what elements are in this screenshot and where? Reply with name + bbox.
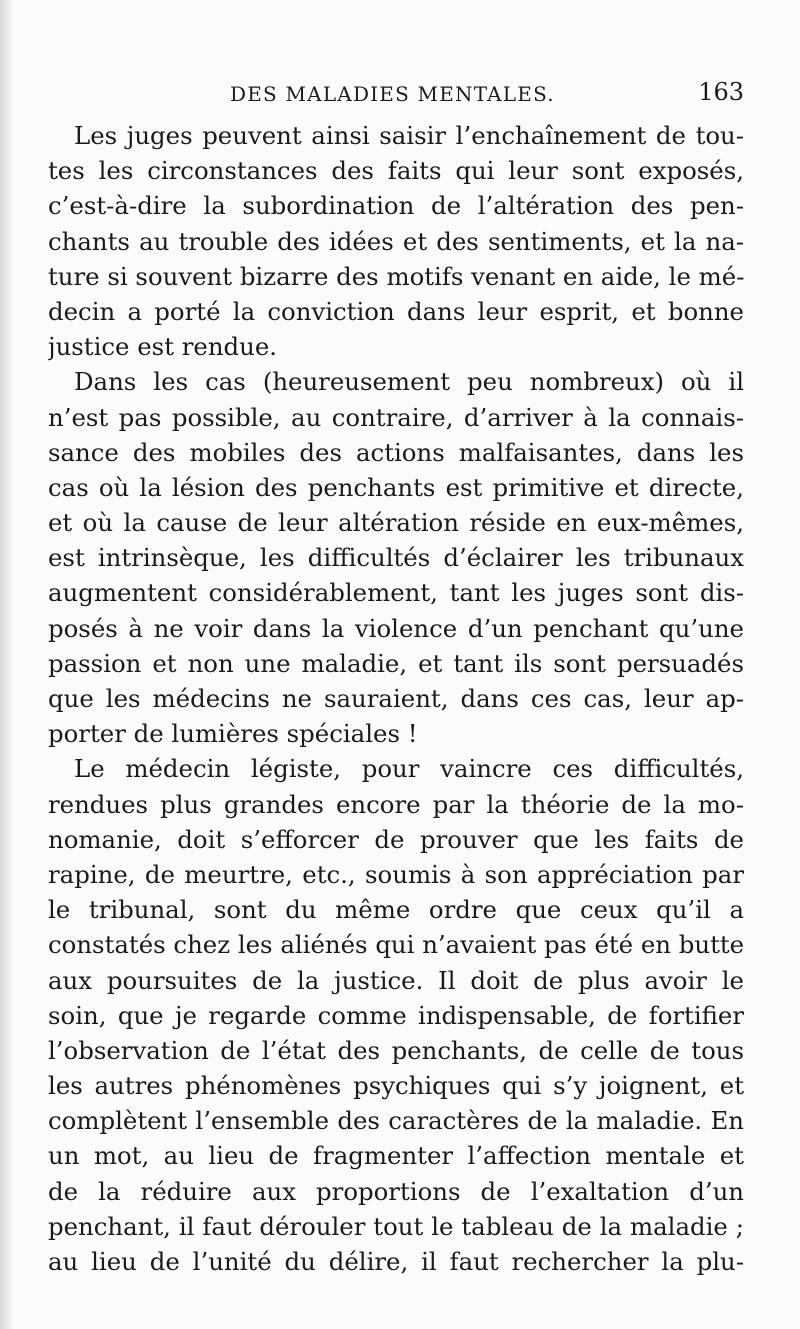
text-line: n’est pas possible, au contraire, d’arriver à la connais-: [48, 402, 744, 432]
text-line: les autres phénomènes psychiques qui s’y joignent, et: [48, 1071, 744, 1101]
text-line: porter de lumières spéciales !: [48, 719, 418, 749]
page-header: [48, 78, 744, 108]
text-line: rendues plus grandes encore par la théorie de la mo-: [48, 789, 744, 819]
text-line: soin, que je regarde comme indispensable, de fortifier: [48, 1000, 744, 1030]
text-line: Dans les cas (heureusement peu nombreux) où il: [74, 367, 744, 397]
running-head: DES MALADIES MENTALES.: [230, 82, 555, 106]
text-line: cas où la lésion des penchants est primitive et directe,: [48, 472, 744, 502]
text-line: sance des mobiles des actions malfaisantes, dans les: [48, 437, 744, 467]
text-line: un mot, au lieu de fragmenter l’affection mentale et: [48, 1141, 744, 1171]
paragraph: [48, 751, 744, 1279]
text-line: penchant, il faut dérouler tout le tableau de la maladie ;: [48, 1211, 744, 1241]
text-line: et où la cause de leur altération réside en eux-mêmes,: [48, 508, 744, 538]
text-line: nomanie, doit s’efforcer de prouver que les faits de: [48, 824, 744, 854]
text-line: ture si souvent bizarre des motifs venant en aide, le mé-: [48, 261, 744, 291]
text-line: rapine, de meurtre, etc., soumis à son appréciation par: [48, 859, 744, 889]
text-line: l’observation de l’état des penchants, de celle de tous: [48, 1035, 744, 1065]
text-line: aux poursuites de la justice. Il doit de plus avoir le: [48, 965, 744, 995]
text-line: passion et non une maladie, et tant ils sont persuadés: [48, 648, 744, 678]
text-line: tes les circonstances des faits qui leur sont exposés,: [48, 156, 744, 186]
text-line: chants au trouble des idées et des sentiments, et la na-: [48, 226, 744, 256]
text-line: decin a porté la conviction dans leur esprit, et bonne: [48, 296, 744, 326]
text-line: au lieu de l’unité du délire, il faut rechercher la plu-: [48, 1247, 744, 1276]
text-line: le tribunal, sont du même ordre que ceux qu’il a: [48, 895, 744, 925]
text-line: c’est-à-dire la subordination de l’altération des pen-: [48, 191, 744, 221]
text-line: Le médecin légiste, pour vaincre ces difficultés,: [74, 754, 744, 784]
text-line: est intrinsèque, les difficultés d’éclairer les tribunaux: [48, 543, 744, 573]
text-line: constatés chez les aliénés qui n’avaient pas été en butte: [48, 930, 744, 960]
page-gutter-shadow: [0, 0, 12, 1329]
text-line: justice est rendue.: [48, 332, 278, 362]
paragraph: [48, 118, 744, 364]
text-line: posés à ne voir dans la violence d’un penchant qu’une: [48, 613, 744, 643]
text-line: augmentent considérablement, tant les juges sont dis-: [48, 578, 744, 608]
text-line: de la réduire aux proportions de l’exaltation d’un: [48, 1176, 744, 1206]
text-line: que les médecins ne sauraient, dans ces cas, leur ap-: [48, 684, 744, 713]
body-text: [48, 118, 744, 1279]
paragraph: [48, 364, 744, 751]
text-line: Les juges peuvent ainsi saisir l’enchaînement de tou-: [74, 121, 744, 150]
text-line: complètent l’ensemble des caractères de la maladie. En: [48, 1106, 744, 1136]
page-number: 163: [698, 78, 744, 106]
